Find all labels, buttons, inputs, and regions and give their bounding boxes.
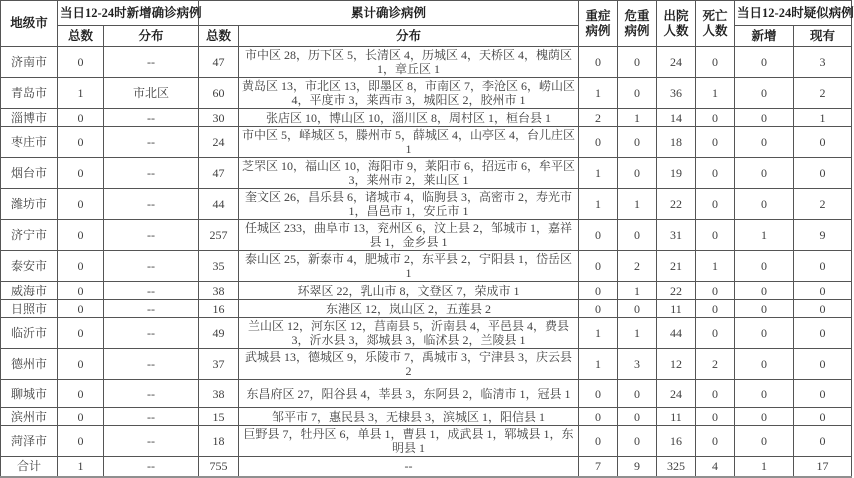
city-cell: 滨州市 [1, 408, 58, 426]
suspected-new-cell: 0 [735, 78, 794, 109]
table-row [1, 300, 852, 318]
suspected-new-cell: 0 [735, 189, 794, 220]
city-cell: 济南市 [1, 47, 58, 78]
severe-cell: 0 [579, 47, 618, 78]
critical-cell: 0 [618, 408, 657, 426]
suspected-current-cell: 3 [794, 47, 852, 78]
deaths-cell: 0 [696, 318, 735, 349]
header-row-groups [1, 1, 852, 26]
cum-total-cell: 257 [199, 220, 239, 251]
cum-dist-cell: -- [239, 457, 579, 477]
table-row [1, 349, 852, 380]
table-row [1, 380, 852, 408]
new-total-cell: 1 [58, 457, 104, 477]
new-dist-cell: -- [104, 127, 199, 158]
suspected-new-cell: 0 [735, 380, 794, 408]
city-cell: 枣庄市 [1, 127, 58, 158]
severe-cell: 7 [579, 457, 618, 477]
city-cell: 烟台市 [1, 158, 58, 189]
table-row [1, 251, 852, 282]
city-cell: 泰安市 [1, 251, 58, 282]
new-dist-cell: -- [104, 300, 199, 318]
city-cell: 日照市 [1, 300, 58, 318]
deaths-cell: 0 [696, 158, 735, 189]
total-row [1, 457, 852, 477]
severe-cell: 0 [579, 220, 618, 251]
discharged-cell: 24 [657, 380, 696, 408]
deaths-cell: 4 [696, 457, 735, 477]
new-dist-cell: -- [104, 282, 199, 300]
deaths-cell: 1 [696, 78, 735, 109]
table-row [1, 158, 852, 189]
cum-dist-cell: 芝罘区 10，福山区 10，海阳市 9，莱阳市 6，招远市 6，牟平区 3，莱州市 2，莱山区 1 [239, 158, 579, 189]
new-dist-cell: -- [104, 426, 199, 457]
new-dist-cell: -- [104, 158, 199, 189]
cum-total-cell: 30 [199, 109, 239, 127]
critical-cell: 0 [618, 300, 657, 318]
new-total-cell: 0 [58, 318, 104, 349]
severe-cell: 0 [579, 251, 618, 282]
new-dist-cell: -- [104, 349, 199, 380]
new-dist-cell: 市北区 [104, 78, 199, 109]
cum-dist-cell: 张店区 10，博山区 10，淄川区 8，周村区 1，桓台县 1 [239, 109, 579, 127]
deaths-cell: 0 [696, 408, 735, 426]
col-header-new-total: 总数 [58, 26, 104, 47]
suspected-current-cell: 0 [794, 408, 852, 426]
suspected-current-cell: 9 [794, 220, 852, 251]
suspected-new-cell: 0 [735, 426, 794, 457]
deaths-cell: 0 [696, 300, 735, 318]
table-row [1, 408, 852, 426]
new-dist-cell: -- [104, 220, 199, 251]
city-cell: 聊城市 [1, 380, 58, 408]
severe-cell: 0 [579, 300, 618, 318]
severe-cell: 0 [579, 127, 618, 158]
discharged-cell: 11 [657, 408, 696, 426]
new-total-cell: 0 [58, 47, 104, 78]
suspected-current-cell: 0 [794, 426, 852, 457]
suspected-new-cell: 0 [735, 127, 794, 158]
table-row [1, 109, 852, 127]
suspected-current-cell: 0 [794, 251, 852, 282]
severe-cell: 2 [579, 109, 618, 127]
suspected-current-cell: 1 [794, 109, 852, 127]
new-total-cell: 0 [58, 158, 104, 189]
discharged-cell: 24 [657, 47, 696, 78]
suspected-current-cell: 0 [794, 158, 852, 189]
suspected-current-cell: 0 [794, 318, 852, 349]
deaths-cell: 2 [696, 349, 735, 380]
new-total-cell: 0 [58, 251, 104, 282]
city-cell: 德州市 [1, 349, 58, 380]
col-header-new-dist: 分布 [104, 26, 199, 47]
deaths-cell: 0 [696, 127, 735, 158]
cum-total-cell: 755 [199, 457, 239, 477]
new-dist-cell: -- [104, 380, 199, 408]
table-row [1, 127, 852, 158]
col-group-cumulative-confirmed: 累计确诊病例 [199, 1, 579, 26]
cum-dist-cell: 武城县 13，德城区 9，乐陵市 7，禹城市 3，宁津县 3，庆云县 2 [239, 349, 579, 380]
discharged-cell: 18 [657, 127, 696, 158]
table-row [1, 189, 852, 220]
deaths-cell: 0 [696, 220, 735, 251]
cum-total-cell: 38 [199, 282, 239, 300]
cum-total-cell: 18 [199, 426, 239, 457]
critical-cell: 0 [618, 426, 657, 457]
col-header-cum-dist: 分布 [239, 26, 579, 47]
cum-total-cell: 15 [199, 408, 239, 426]
cum-dist-cell: 兰山区 12，河东区 12，莒南县 5，沂南县 4，平邑县 4，费县 3，沂水县 3，郯城县 3，临沭县 2，兰陵县 1 [239, 318, 579, 349]
cum-dist-cell: 黄岛区 13，市北区 13，即墨区 8，市南区 7，李沧区 6，崂山区 4，平度市 3，莱西市 3，城阳区 2，胶州市 1 [239, 78, 579, 109]
new-dist-cell: -- [104, 251, 199, 282]
cum-dist-cell: 环翠区 22，乳山市 8，文登区 7，荣成市 1 [239, 282, 579, 300]
table-row [1, 220, 852, 251]
cum-dist-cell: 巨野县 7，牡丹区 6，单县 1，曹县 1，成武县 1，郓城县 1，东明县 1 [239, 426, 579, 457]
suspected-new-cell: 0 [735, 300, 794, 318]
cum-dist-cell: 东昌府区 27，阳谷县 4，莘县 3，东阿县 2，临清市 1，冠县 1 [239, 380, 579, 408]
new-dist-cell: -- [104, 408, 199, 426]
discharged-cell: 14 [657, 109, 696, 127]
new-dist-cell: -- [104, 109, 199, 127]
city-cell: 淄博市 [1, 109, 58, 127]
suspected-new-cell: 0 [735, 282, 794, 300]
suspected-new-cell: 0 [735, 408, 794, 426]
new-total-cell: 1 [58, 78, 104, 109]
col-group-suspected: 当日12-24时疑似病例 [735, 1, 852, 26]
deaths-cell: 0 [696, 282, 735, 300]
severe-cell: 0 [579, 426, 618, 457]
col-header-discharged [657, 1, 696, 47]
new-total-cell: 0 [58, 282, 104, 300]
col-header-severe [579, 1, 618, 47]
cum-total-cell: 24 [199, 127, 239, 158]
suspected-current-cell: 0 [794, 127, 852, 158]
cum-dist-cell: 市中区 28，历下区 5，长清区 4，历城区 4，天桥区 4，槐荫区 1，章丘区 1 [239, 47, 579, 78]
col-header-suspected-current: 现有 [794, 26, 852, 47]
col-header-cum-total: 总数 [199, 26, 239, 47]
suspected-new-cell: 0 [735, 47, 794, 78]
cum-dist-cell: 任城区 233，曲阜市 13，兖州区 6，汶上县 2，邹城市 1，嘉祥县 1，金乡县 1 [239, 220, 579, 251]
severe-cell: 0 [579, 408, 618, 426]
cum-total-cell: 47 [199, 47, 239, 78]
cum-dist-cell: 邹平市 7，惠民县 3，无棣县 3，滨城区 1，阳信县 1 [239, 408, 579, 426]
deaths-cell: 0 [696, 189, 735, 220]
cum-total-cell: 44 [199, 189, 239, 220]
new-total-cell: 0 [58, 109, 104, 127]
suspected-current-cell: 17 [794, 457, 852, 477]
new-dist-cell: -- [104, 457, 199, 477]
cum-total-cell: 16 [199, 300, 239, 318]
suspected-current-cell: 2 [794, 189, 852, 220]
deaths-cell: 0 [696, 380, 735, 408]
critical-cell: 1 [618, 189, 657, 220]
critical-cell: 0 [618, 220, 657, 251]
critical-cell: 1 [618, 318, 657, 349]
severe-cell: 1 [579, 318, 618, 349]
cum-total-cell: 47 [199, 158, 239, 189]
new-dist-cell: -- [104, 318, 199, 349]
cum-dist-cell: 市中区 5，峄城区 5，滕州市 5，薛城区 4，山亭区 4，台儿庄区 1 [239, 127, 579, 158]
critical-cell: 0 [618, 78, 657, 109]
col-header-critical-label: 危重病例 [624, 8, 650, 38]
critical-cell: 1 [618, 282, 657, 300]
col-header-deaths [696, 1, 735, 47]
deaths-cell: 0 [696, 426, 735, 457]
col-header-severe-label: 重症病例 [585, 8, 611, 38]
cum-total-cell: 37 [199, 349, 239, 380]
col-group-new-confirmed: 当日12-24时新增确诊病例 [58, 1, 199, 26]
suspected-current-cell: 0 [794, 282, 852, 300]
table-row [1, 78, 852, 109]
col-header-suspected-new: 新增 [735, 26, 794, 47]
discharged-cell: 19 [657, 158, 696, 189]
critical-cell: 2 [618, 251, 657, 282]
cum-dist-cell: 奎文区 26，昌乐县 6，诸城市 4，临朐县 3，高密市 2，寿光市 1，昌邑市 1，安丘市 1 [239, 189, 579, 220]
table-row [1, 47, 852, 78]
discharged-cell: 36 [657, 78, 696, 109]
new-total-cell: 0 [58, 426, 104, 457]
cum-total-cell: 60 [199, 78, 239, 109]
new-total-cell: 0 [58, 127, 104, 158]
col-header-critical [618, 1, 657, 47]
new-total-cell: 0 [58, 189, 104, 220]
critical-cell: 0 [618, 158, 657, 189]
severe-cell: 1 [579, 349, 618, 380]
new-total-cell: 0 [58, 220, 104, 251]
discharged-cell: 11 [657, 300, 696, 318]
new-dist-cell: -- [104, 47, 199, 78]
suspected-new-cell: 0 [735, 318, 794, 349]
cum-dist-cell: 东港区 12，岚山区 2，五莲县 2 [239, 300, 579, 318]
city-cell: 青岛市 [1, 78, 58, 109]
critical-cell: 9 [618, 457, 657, 477]
critical-cell: 3 [618, 349, 657, 380]
city-cell: 菏泽市 [1, 426, 58, 457]
city-cell: 威海市 [1, 282, 58, 300]
discharged-cell: 21 [657, 251, 696, 282]
deaths-cell: 0 [696, 109, 735, 127]
city-cell: 临沂市 [1, 318, 58, 349]
new-total-cell: 0 [58, 408, 104, 426]
suspected-new-cell: 0 [735, 109, 794, 127]
new-total-cell: 0 [58, 349, 104, 380]
suspected-current-cell: 0 [794, 349, 852, 380]
discharged-cell: 22 [657, 189, 696, 220]
cum-total-cell: 35 [199, 251, 239, 282]
city-cell: 潍坊市 [1, 189, 58, 220]
discharged-cell: 31 [657, 220, 696, 251]
critical-cell: 0 [618, 380, 657, 408]
suspected-current-cell: 0 [794, 300, 852, 318]
new-dist-cell: -- [104, 189, 199, 220]
severe-cell: 1 [579, 158, 618, 189]
severe-cell: 0 [579, 282, 618, 300]
suspected-new-cell: 0 [735, 251, 794, 282]
deaths-cell: 1 [696, 251, 735, 282]
deaths-cell: 0 [696, 47, 735, 78]
suspected-new-cell: 1 [735, 220, 794, 251]
critical-cell: 0 [618, 47, 657, 78]
col-header-deaths-label: 死亡人数 [702, 8, 728, 38]
table-row [1, 426, 852, 457]
discharged-cell: 44 [657, 318, 696, 349]
new-total-cell: 0 [58, 380, 104, 408]
discharged-cell: 325 [657, 457, 696, 477]
cum-dist-cell: 泰山区 25，新泰市 4，肥城市 2，东平县 2，宁阳县 1，岱岳区 1 [239, 251, 579, 282]
critical-cell: 1 [618, 109, 657, 127]
table-row [1, 282, 852, 300]
discharged-cell: 16 [657, 426, 696, 457]
city-cell: 济宁市 [1, 220, 58, 251]
suspected-current-cell: 0 [794, 380, 852, 408]
severe-cell: 1 [579, 78, 618, 109]
discharged-cell: 22 [657, 282, 696, 300]
suspected-new-cell: 0 [735, 158, 794, 189]
total-label-cell: 合计 [1, 457, 58, 477]
cum-total-cell: 38 [199, 380, 239, 408]
table-row [1, 318, 852, 349]
severe-cell: 1 [579, 189, 618, 220]
col-header-discharged-label: 出院人数 [663, 8, 689, 38]
col-header-city: 地级市 [1, 1, 58, 47]
new-total-cell: 0 [58, 300, 104, 318]
suspected-new-cell: 1 [735, 457, 794, 477]
discharged-cell: 12 [657, 349, 696, 380]
suspected-new-cell: 0 [735, 349, 794, 380]
severe-cell: 0 [579, 380, 618, 408]
critical-cell: 0 [618, 127, 657, 158]
suspected-current-cell: 2 [794, 78, 852, 109]
cum-total-cell: 49 [199, 318, 239, 349]
